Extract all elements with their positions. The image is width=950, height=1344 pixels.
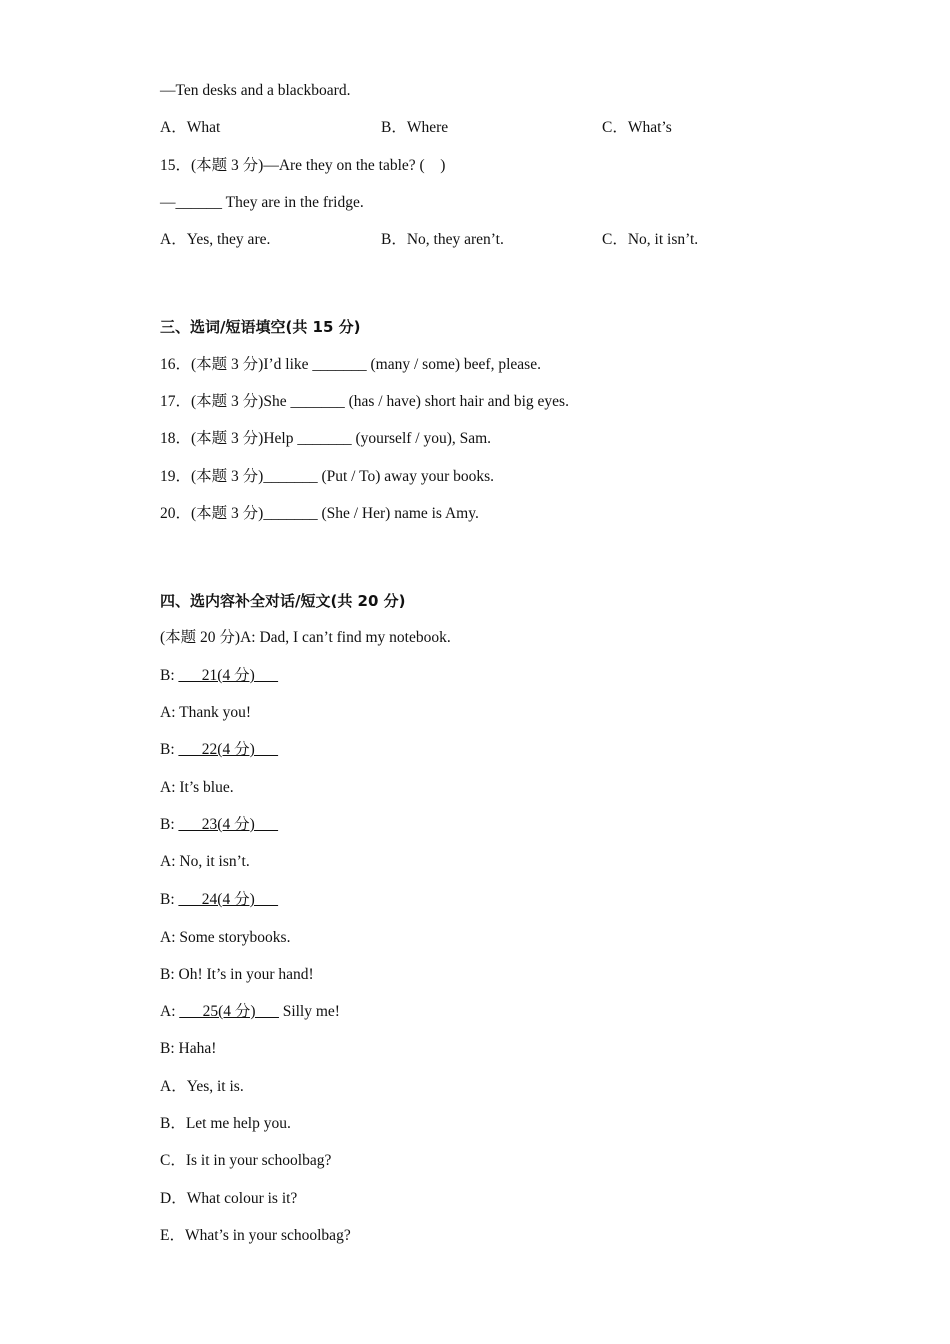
dialogue-line-a2: A: It’s blue.	[160, 779, 234, 796]
answer-option-b: B．Let me help you.	[160, 1115, 291, 1132]
question-18: 18．(本题 3 分)Help _______ (yourself / you), Sam.	[160, 430, 492, 447]
blank-24: ___24(4 分)___	[178, 891, 278, 908]
section-4-heading: 四、选内容补全对话/短文(共 20 分)	[160, 592, 406, 610]
q15-option-c: C．No, it isn’t.	[602, 231, 699, 248]
q14-option-c: C．What’s	[602, 119, 672, 136]
dialogue-intro: (本题 20 分)A: Dad, I can’t find my notebook.	[160, 629, 451, 646]
answer-option-d: D．What colour is it?	[160, 1190, 298, 1207]
dialogue-line-a25	[160, 1002, 340, 1022]
section-3-heading: 三、选词/短语填空(共 15 分)	[160, 318, 361, 336]
q15-stem: 15．(本题 3 分)—Are they on the table? ( )	[160, 157, 446, 174]
dialogue-line-b22	[160, 740, 278, 760]
blank-25: ___25(4 分)___	[179, 1003, 279, 1020]
blank-23: ___23(4 分)___	[178, 816, 278, 833]
dialogue-line-a1: A: Thank you!	[160, 704, 251, 721]
dialogue-line-b23	[160, 815, 278, 835]
speaker-label: B:	[160, 816, 179, 833]
q15-blank-line: —______ They are in the fridge.	[160, 194, 364, 211]
blank-21: ___21(4 分)___	[178, 667, 278, 684]
dialogue-line-b21	[160, 666, 278, 686]
speaker-label: B:	[160, 667, 179, 684]
dialogue-line-b6: B: Haha!	[160, 1040, 217, 1057]
q14-option-b: B．Where	[381, 119, 449, 136]
q14-answer-line: —Ten desks and a blackboard.	[160, 82, 351, 99]
speaker-label: A:	[160, 1003, 180, 1020]
answer-option-c: C．Is it in your schoolbag?	[160, 1152, 332, 1169]
question-16: 16．(本题 3 分)I’d like _______ (many / some) beef, please.	[160, 356, 541, 373]
q15-option-a: A．Yes, they are.	[160, 231, 271, 248]
q14-option-a: A．What	[160, 119, 221, 136]
dialogue-line-a3: A: No, it isn’t.	[160, 853, 250, 870]
question-17: 17．(本题 3 分)She _______ (has / have) short hair and big eyes.	[160, 393, 569, 410]
blank-22: ___22(4 分)___	[178, 741, 278, 758]
dialogue-line-b24	[160, 890, 278, 910]
answer-option-e: E．What’s in your schoolbag?	[160, 1227, 351, 1244]
dialogue-line-a4: A: Some storybooks.	[160, 929, 291, 946]
speaker-label: B:	[160, 891, 179, 908]
question-20: 20．(本题 3 分)_______ (She / Her) name is Amy.	[160, 505, 479, 522]
question-19: 19．(本题 3 分)_______ (Put / To) away your books.	[160, 468, 495, 485]
answer-option-a: A．Yes, it is.	[160, 1078, 244, 1095]
q15-option-b: B．No, they aren’t.	[381, 231, 504, 248]
speaker-label: B:	[160, 741, 179, 758]
dialogue-line-b5: B: Oh! It’s in your hand!	[160, 966, 314, 983]
dialogue-text: Silly me!	[278, 1003, 340, 1020]
